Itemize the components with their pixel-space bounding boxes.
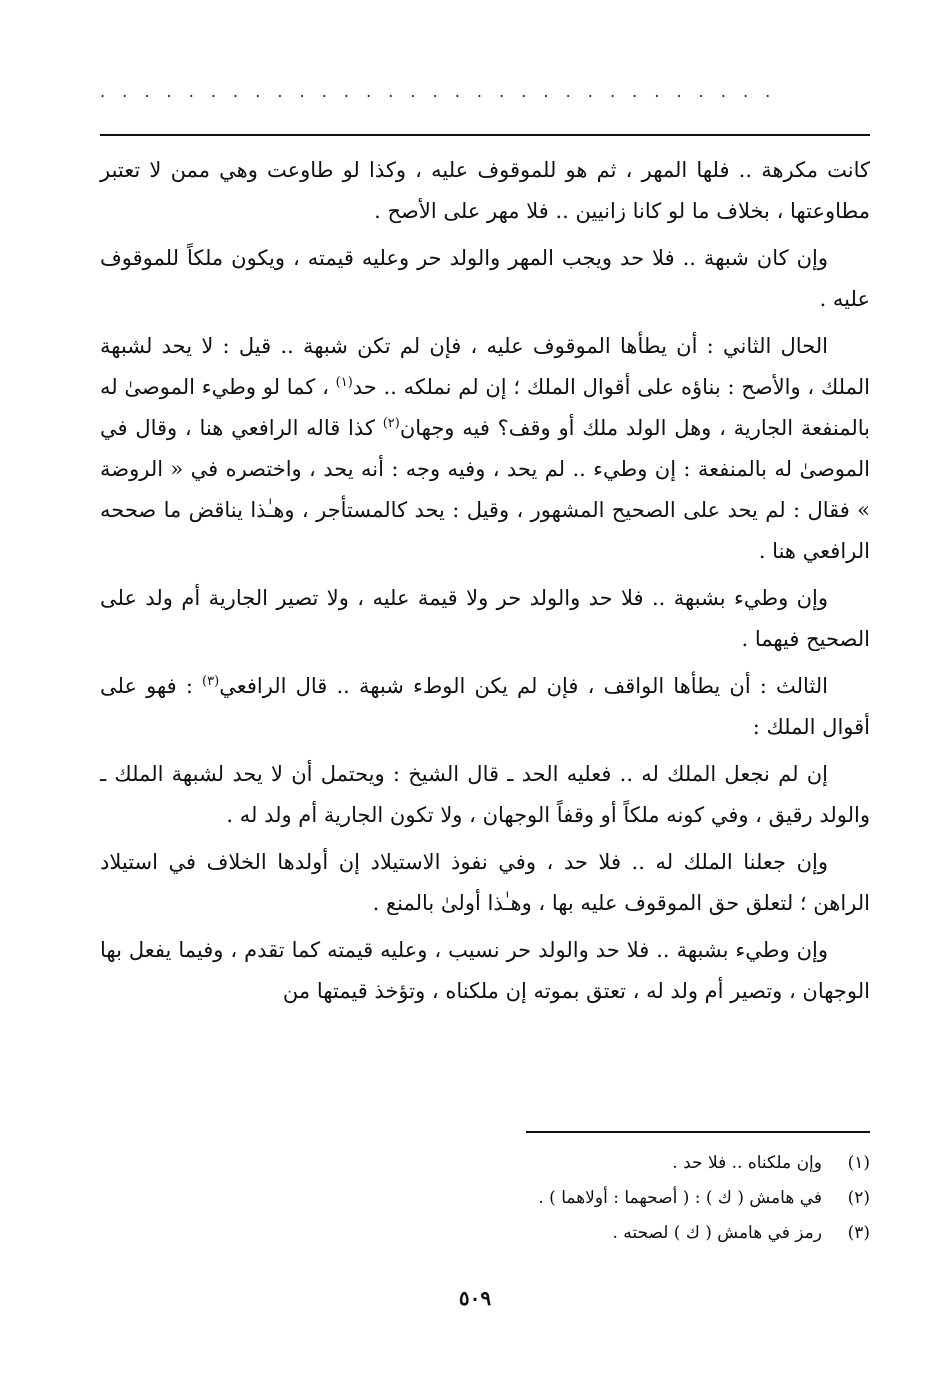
footnote-1 xyxy=(100,1146,870,1181)
paragraph-6: إن لم نجعل الملك له .. فعليه الحد ـ قال الشيخ : ويحتمل أن لا يحد لشبهة الملك ـ والولد رقيق ، وفي كونه ملكاً أو وقفاً الوجهان ، ولا تكون الجارية أم ولد له . xyxy=(100,762,870,827)
main-text xyxy=(100,150,870,1018)
paragraph-4: وإن وطيء بشبهة .. فلا حد والولد حر ولا قيمة عليه ، ولا تصير الجارية أم ولد على الصحيح فيهما . xyxy=(100,586,870,651)
paragraph-3-end: كذا قاله الرافعي هنا ، وقال في الموصىٰ له بالمنفعة : إن وطيء .. لم يحد ، xyxy=(100,416,870,481)
page-number: ٥٠٩ xyxy=(458,1286,492,1310)
footnote-number: (٣) xyxy=(847,1223,870,1243)
paragraph-3-start: الحال الثاني : أن يطأها الموقوف عليه ، فإن لم تكن شبهة .. قيل : لا يحد لشبهة الملك ، والأصح : بناؤه على أقوال الملك ؛ إن لم نملكه .. حد xyxy=(100,334,870,399)
paragraph-5-start: الثالث : أن يطأها الواقف ، فإن لم يكن الوطء شبهة .. قال الرافعي xyxy=(219,674,828,698)
paragraph-5-end: : فهو على أقوال الملك : xyxy=(100,674,870,739)
footnote-text: وإن ملكناه .. فلا حد . xyxy=(672,1153,822,1173)
paragraph-3-tail: وفيه وجه : أنه يحد ، واختصره في « الروضة » فقال : لم يحد على الصحيح المشهور ، وقيل : يحد كالمستأجر ، وهـٰذا يناقض ما صححه الرافعي هنا . xyxy=(100,457,870,563)
paragraph-7: وإن جعلنا الملك له .. فلا حد ، وفي نفوذ الاستيلاد إن أولدها الخلاف في استيلاد الراهن ؛ لتعلق حق الموقوف عليه بها ، وهـٰذا أولىٰ بالمنع . xyxy=(100,850,870,915)
paragraph-3 xyxy=(100,326,870,572)
footnote-number: (٢) xyxy=(847,1188,870,1208)
footnote-rule xyxy=(526,1131,870,1133)
footnote-text: في هامش ( ك ) : ( أصحهما : أولاهما ) . xyxy=(538,1188,822,1208)
paragraph-3-mid: ، كما لو وطيء الموصىٰ له بالمنفعة الجارية ، وهل الولد ملك أو وقف؟ فيه وجهان xyxy=(100,375,870,440)
footnote-3 xyxy=(100,1216,870,1251)
footnote-number: (١) xyxy=(847,1153,870,1173)
paragraph-1: كانت مكرهة .. فلها المهر ، ثم هو للموقوف عليه ، وكذا لو طاوعت وهي ممن لا تعتبر مطاوعتها ، بخلاف ما لو كانا زانيين .. فلا مهر على الأصح . xyxy=(100,158,870,223)
footnote-ref-2: (٢) xyxy=(382,416,400,431)
header-rule xyxy=(100,134,870,136)
paragraph-2: وإن كان شبهة .. فلا حد ويجب المهر والولد حر وعليه قيمته ، ويكون ملكاً للموقوف عليه . xyxy=(100,246,870,311)
footnote-ref-1: (١) xyxy=(335,375,353,390)
paragraph-8: وإن وطيء بشبهة .. فلا حد والولد حر نسيب ، وعليه قيمته كما تقدم ، وفيما يفعل بها الوجهان ، وتصير أم ولد له ، تعتق بموته إن ملكناه ، وتؤخذ قيمتها من xyxy=(100,938,870,1003)
footnote-ref-3: (٣) xyxy=(202,674,220,689)
footnote-2 xyxy=(100,1181,870,1216)
header-ellipsis: . . . . . . . . . . . . . . . . . . . . . . . . . . . . . . . xyxy=(100,82,777,101)
footnote-text: رمز في هامش ( ك ) لصحته . xyxy=(612,1223,822,1243)
paragraph-5 xyxy=(100,666,870,748)
footnotes xyxy=(100,1146,870,1251)
